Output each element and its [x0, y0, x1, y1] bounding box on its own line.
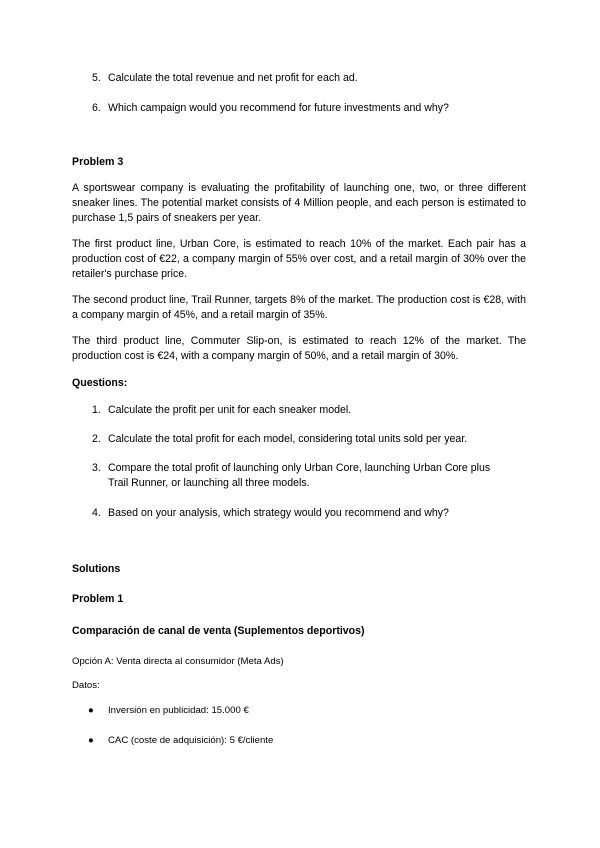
question-text: Compare the total profit of launching only Urban Core, launching Urban Core plus Trail Runner, or launching all three models. — [108, 462, 491, 489]
comparison-heading: Comparación de canal de venta (Suplementos deportivos) — [72, 625, 365, 637]
list-text: Which campaign would you recommend for future investments and why? — [108, 102, 449, 114]
list-number: 6. — [92, 102, 101, 114]
question-text: Based on your analysis, which strategy would you recommend and why? — [108, 507, 449, 519]
list-item — [92, 101, 512, 116]
bullet-item — [88, 733, 273, 748]
option-a-text: Opción A: Venta directa al consumidor (Meta Ads) — [72, 656, 284, 667]
question-text: Calculate the total profit for each model, considering total units sold per year. — [108, 433, 468, 445]
list-text: Calculate the total revenue and net profit for each ad. — [108, 72, 358, 84]
paragraph: The third product line, Commuter Slip-on, is estimated to reach 12% of the market. The production cost is €24, with a company margin of 50%, and a retail margin of 30%. — [72, 335, 526, 362]
problem3-heading: Problem 3 — [72, 156, 124, 168]
bullet-text: CAC (coste de adquisición): 5 €/cliente — [108, 735, 274, 746]
question-item — [92, 432, 512, 447]
questions-heading: Questions: — [72, 377, 128, 389]
list-number: 5. — [92, 72, 101, 84]
datos-label: Datos: — [72, 680, 100, 691]
question-item — [92, 461, 496, 491]
paragraph: The first product line, Urban Core, is estimated to reach 10% of the market. Each pair has a production cost of €22, a company margin of 55% over cost, and a retail margin of 30% over the retailer's purchase price. — [72, 238, 526, 280]
question-number: 1. — [92, 404, 101, 416]
paragraph: The second product line, Trail Runner, targets 8% of the market. The production cost is €28, with a company margin of 45%, and a retail margin of 35%. — [72, 294, 526, 321]
bullet-item — [88, 703, 249, 718]
list-item — [92, 71, 512, 86]
question-number: 2. — [92, 433, 101, 445]
problem1-heading: Problem 1 — [72, 593, 124, 605]
question-number: 3. — [92, 462, 101, 474]
bullet-text: Inversión en publicidad: 15.000 € — [108, 705, 249, 716]
solutions-heading: Solutions — [72, 563, 121, 575]
question-text: Calculate the profit per unit for each sneaker model. — [108, 404, 352, 416]
question-item — [92, 403, 512, 418]
question-item — [92, 506, 512, 521]
paragraph: A sportswear company is evaluating the profitability of launching one, two, or three different sneaker lines. The potential market consists of 4 Million people, and each person is estimated to purchase 1,5 pairs of sneakers per year. — [72, 182, 526, 224]
bullet-dot-icon: ● — [88, 735, 94, 746]
question-number: 4. — [92, 507, 101, 519]
bullet-dot-icon: ● — [88, 705, 94, 716]
